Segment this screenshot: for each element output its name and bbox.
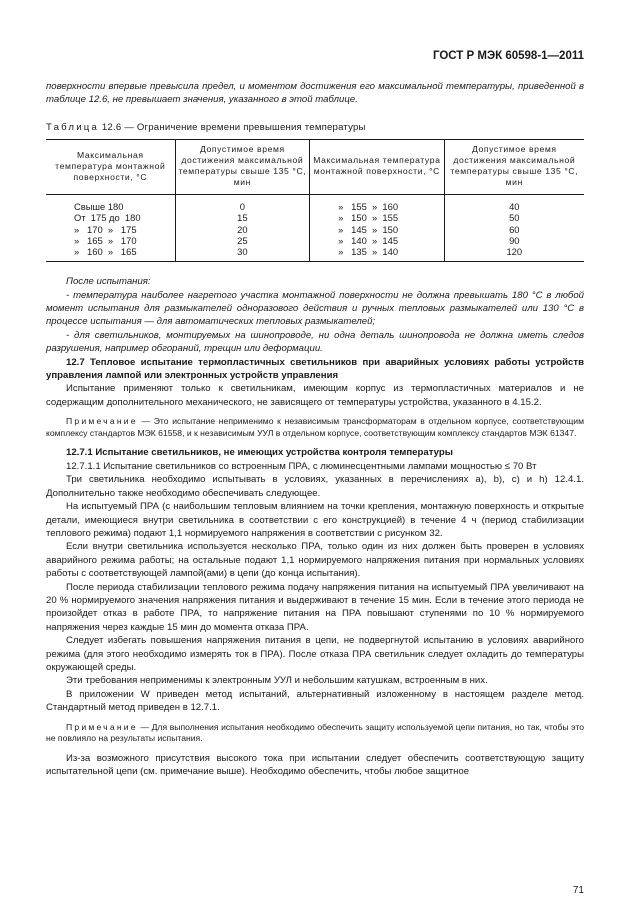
table-header-temp-2: Максимальная температура монтажной поверхности, °С [310, 140, 445, 195]
after-test-title: После испытания: [66, 276, 151, 288]
table-cell-temp: » 160 » 165 [46, 246, 175, 262]
note-text: — Это испытание неприменимо к независимым трансформаторам в отдельном корпусе, соответствующим комплексу стандартов МЭК 61558, и к независимым УУЛ в отдельном корпусе, соответствующим комплексу стандартов МЭК 61347. [46, 416, 584, 438]
table-row [46, 212, 584, 223]
table-cell-time: 15 [175, 212, 310, 223]
table-cell-time: 120 [444, 246, 584, 262]
document-id-header: ГОСТ Р МЭК 60598-1—2011 [432, 50, 584, 62]
table-header-time-1: Допустимое время достижения максимальной температуры свыше 135 °С, мин [175, 140, 310, 195]
paragraph-conditions: Три светильника необходимо испытывать в условиях, указанных в перечислениях а), b), с) и h) 12.4.1. Дополнительно также необходимо обеспечивать следующее. [46, 474, 584, 499]
paragraph-multiple-ballasts: Если внутри светильника используется несколько ПРА, только один из них должен быть проверен в условиях аварийного режима работы; на остальные подают 1,1 нормируемого напряжения питания при нормальных условиях работы с соответствующей лампой(ами) в цепи (до конца испытания). [46, 541, 584, 580]
table-cell-time: 0 [175, 195, 310, 213]
table-cell-temp: » 145 » 150 [310, 224, 445, 235]
table-header-temp-1: Максимальная температура монтажной поверхности, °С [46, 140, 175, 195]
table-cell-temp: » 150 » 155 [310, 212, 445, 223]
section-12-7-1-heading: 12.7.1 Испытание светильников, не имеющих устройства контроля температуры [66, 447, 453, 459]
table-cell-temp: » 135 » 140 [310, 246, 445, 262]
table-cell-time: 40 [444, 195, 584, 213]
table-cell-time: 90 [444, 235, 584, 246]
paragraph-voltage-increase: После периода стабилизации теплового режима подачу напряжения питания на испытуемый ПРА увеличивают на 20 % нормируемого значения напряжения питания и выдерживают в течение 15 мин. Если в течение этого периода не произойдет отказ в работе ПРА, то напряжение питания на ПРА повышают ступенями по 10 % нормируемого напряжения через каждые 15 мин до момента отказа ПРА. [46, 581, 584, 633]
section-12-7-heading: 12.7 Тепловое испытание термопластичных светильников при аварийных условиях работы устройств управления лампой или электронных устройств управления [46, 356, 584, 382]
paragraph-12-7-1-1: 12.7.1.1 Испытание светильников со встроенным ПРА, с люминесцентными лампами мощностью ≤ 70 Вт [66, 460, 537, 472]
paragraph-avoid-increase: Следует избегать повышения напряжения питания в цепи, не подвергнутой испытанию в условиях аварийного режима (для этого необходимо измерять ток в ПРА). После отказа ПРА светильник следует охладить до температуры окружающей среды. [46, 635, 584, 673]
table-cell-temp: От 175 до 180 [74, 212, 141, 224]
after-test-item-2: - для светильников, монтируемых на шинопроводе, ни одна деталь шинопровода не должна иметь следов разрушения, например обгораний, трещин или деформации. [46, 329, 584, 355]
table-row [46, 224, 584, 235]
after-test-item-1: - температура наиболее нагретого участка монтажной поверхности не должна превышать 180 °С в любой момент испытания для размыкателей одноразового действия и ручных тепловых размыкателей или 130 °С в процессе испытания — для автоматических тепловых размыкателей; [46, 289, 584, 328]
table-caption-text: 12.6 — Ограничение времени превышения температуры [101, 121, 366, 133]
table-cell-time: 25 [175, 235, 310, 246]
table-cell-temp: » 170 » 175 [74, 223, 137, 235]
table-caption [46, 121, 584, 134]
section-12-7-1-note [46, 722, 584, 745]
table-cell-time: 20 [175, 224, 310, 235]
section-12-7-note [46, 416, 584, 439]
paragraph-not-applicable: Эти требования неприменимы к электронным УУЛ и небольшим катушкам, встроенным в них. [66, 675, 488, 687]
table-cell-time: 50 [444, 212, 584, 223]
paragraph-protection: Из-за возможного присутствия высокого тока при испытании следует обеспечить соответствующую защиту испытательной цепи (см. примечание выше). Необходимо обеспечить, чтобы любое защитное [46, 752, 584, 778]
note-label: Примечание [66, 416, 138, 427]
page-body [46, 80, 584, 779]
paragraph-annex-w: В приложении W приведен метод испытаний, альтернативный изложенному в настоящем разделе метод. Стандартный метод приведен в 12.7.1. [46, 688, 584, 714]
table-cell-temp: » 155 » 160 [310, 195, 445, 213]
table-row [46, 235, 584, 246]
section-12-7-paragraph: Испытание применяют только к светильникам, имеющим корпус из термопластичных материалов и не содержащим дополнительного механического, не зависящего от температуры устройства, указанного в 4.15.2. [46, 383, 584, 408]
table-cell-temp: » 165 » 170 [74, 234, 137, 246]
page-number: 71 [572, 885, 584, 896]
table-row [46, 195, 584, 213]
paragraph-stabilization: На испытуемый ПРА (с наибольшим тепловым влиянием на точки крепления, монтажную поверхность и открытые детали, имеющиеся внутри светильника в соответствии с его конструкцией) в течение 4 ч (период стабилизации теплового режима) подают 1,1 нормируемого напряжения в соответствии с рисунком 32. [46, 501, 584, 539]
table-caption-word: Таблица [46, 121, 100, 133]
note-label: Примечание [66, 721, 138, 732]
table-header-time-2: Допустимое время достижения максимальной температуры свыше 135 °С, мин [444, 140, 584, 195]
intro-paragraph: поверхности впервые превысила предел, и моментом достижения его максимальной температуры, приведенной в таблице 12.6, не превышает значения, указанного в этой таблице. [46, 81, 584, 106]
temperature-time-table [46, 139, 584, 262]
note-text: — Для выполнения испытания необходимо обеспечить защиту используемой цепи питания, но так, чтобы это не повлияло на результаты испытания. [46, 721, 584, 744]
table-cell-time: 30 [175, 246, 310, 262]
table-cell-time: 60 [444, 224, 584, 235]
table-cell-temp: Свыше 180 [74, 201, 124, 213]
table-cell-temp: » 140 » 145 [310, 235, 445, 246]
table-row [46, 246, 584, 262]
